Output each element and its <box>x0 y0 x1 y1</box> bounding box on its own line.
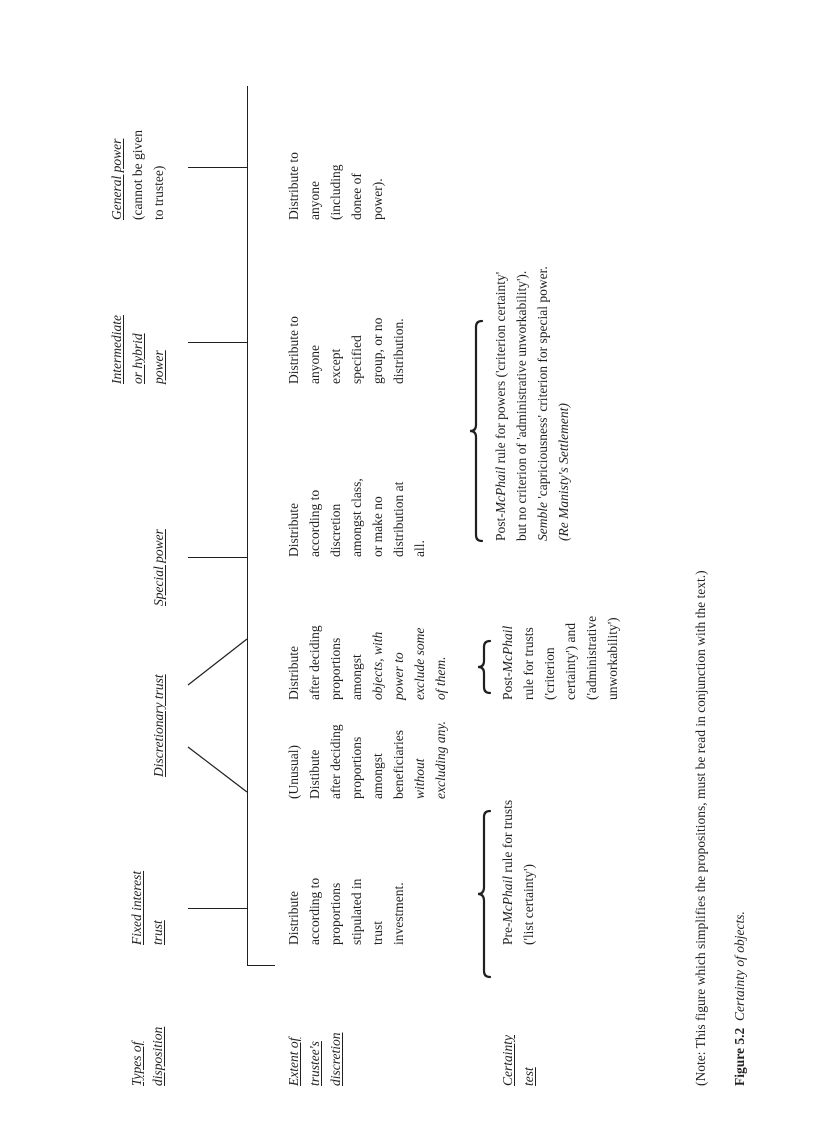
branch-discretionary-right <box>188 639 247 685</box>
disposition-intermediate-power: Intermediate or hybrid power <box>109 315 166 384</box>
disposition-discretionary-trust: Discretionary trust <box>151 674 166 777</box>
figure-caption-title: Certainty of objects. <box>732 911 747 1021</box>
brace-pre-mcphail <box>478 811 490 977</box>
figure-caption-label: Figure 5.2 <box>732 1027 747 1086</box>
discretion-discretionary-exclude: Distribute after deciding proportions amongst objects, with power to exclude some of them. <box>286 625 448 700</box>
discretion-discretionary-unusual: (Unusual) Distibute after deciding proportions amongst beneficiaries without excluding any. <box>286 721 448 799</box>
discretion-fixed: Distribute according to proportions stipulated in trust investment. <box>286 877 406 945</box>
certainty-post-mcphail-powers: Post-McPhail rule for powers ('criterion certainty' but no criterion of 'administrative unworkability'). Semble 'capriciousness' criterion for special power. (Re Manisty's Settlement) <box>493 266 571 541</box>
brace-post-mcphail-powers <box>470 321 482 541</box>
row-label-certainty: Certainty test <box>500 1035 536 1086</box>
discretion-special: Distribute according to discretion amongst class, or make no distribution at all. <box>286 478 427 557</box>
row-label-extent: Extent of trustee's discretion <box>286 1032 343 1086</box>
figure-note: (Note: This figure which simplifies the propositions, must be read in conjunction with the text.) <box>693 570 708 1086</box>
figure-caption <box>729 911 750 1086</box>
discretion-intermediate: Distribute to anyone except specified group, or no distribution. <box>286 316 406 384</box>
discretion-general: Distribute to anyone (including donee of power). <box>286 152 385 220</box>
row-label-types: Types of disposition <box>129 1026 165 1086</box>
certainty-pre-mcphail: Pre-McPhail rule for trusts ('list certainty') <box>500 799 536 945</box>
brace-post-mcphail-trusts <box>478 641 490 693</box>
certainty-post-mcphail-trusts: Post-McPhail rule for trusts ('criterion certainty') and ('administrative unworkability') <box>500 615 620 700</box>
disposition-fixed-interest-trust: Fixed interest trust <box>129 870 165 945</box>
disposition-general-power: General power (cannot be given to trustee) <box>109 130 166 220</box>
disposition-special-power: Special power <box>151 529 166 606</box>
branch-discretionary-left <box>188 747 247 792</box>
